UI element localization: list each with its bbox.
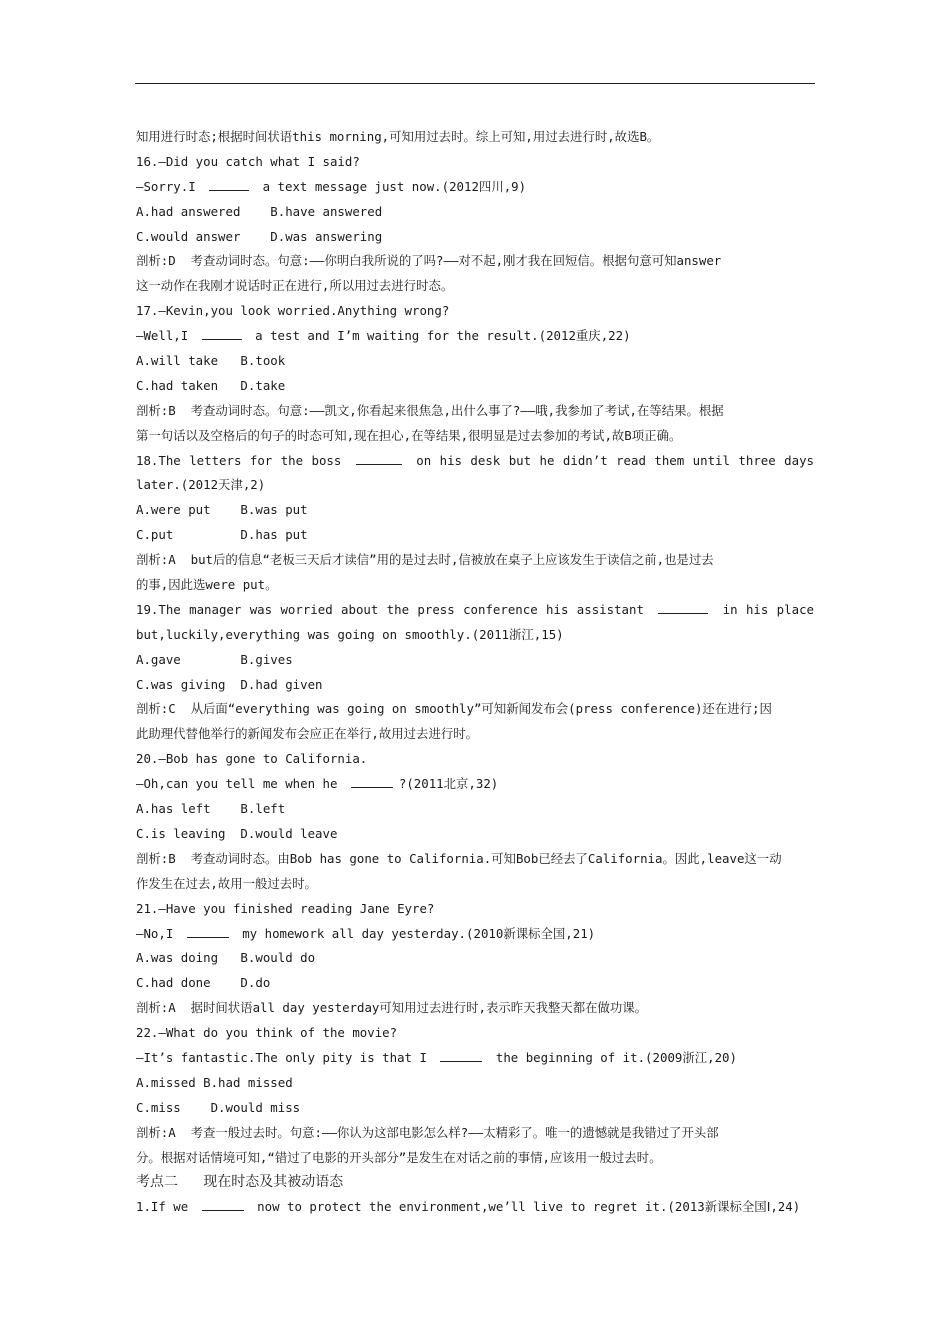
analysis-line: 这一动作在我刚才说话时正在进行,所以用过去进行时态。 [136,278,454,294]
options-line: A.will take B.took [136,353,286,369]
options-line: C.is leaving D.would leave [136,825,338,841]
text-line: —No,I my homework all day yesterday.(2010新课标全国,21) [136,925,596,941]
answer-blank [440,1048,482,1062]
options-line: A.were put B.was put [136,502,308,518]
question-21: 21.—Have you finished reading Jane Eyre? [136,900,435,916]
text-line: —Oh,can you tell me when he ?(2011北京,32) [136,776,499,792]
options-line: A.was doing B.would do [136,950,316,966]
options-line: C.had done D.do [136,975,271,991]
question-20: 20.—Bob has gone to California. [136,751,368,767]
answer-blank [187,924,229,938]
text-line: later.(2012天津,2) [136,477,266,493]
answer-blank [202,326,242,340]
options-line: A.has left B.left [136,801,286,817]
options-line: C.was giving D.had given [136,676,323,692]
question-19: 19.The manager was worried about the press conference his assistant in his place [136,601,814,617]
header-rule [135,83,815,84]
options-line: A.missed B.had missed [136,1074,293,1090]
question-1: 1.If we now to protect the environment,we’ll live to regret it.(2013新课标全国Ⅰ,24) [136,1199,801,1215]
options-line: C.would answer D.was answering [136,228,383,244]
text-line: —Sorry.I a text message just now.(2012四川,9) [136,178,527,194]
answer-blank [209,177,249,191]
options-line: A.gave B.gives [136,651,293,667]
analysis-line: 剖析:A but后的信息“老板三天后才读信”用的是过去时,信被放在桌子上应该发生于读信之前,也是过去 [136,552,714,568]
analysis-line: 作发生在过去,故用一般过去时。 [136,875,317,891]
question-22: 22.—What do you think of the movie? [136,1025,398,1041]
question-18: 18.The letters for the boss on his desk but he didn’t read them until three days [136,452,814,468]
analysis-line: 第一句话以及空格后的句子的时态可知,现在担心,在等结果,很明显是过去参加的考试,故B项正确。 [136,427,682,443]
text-line: —Well,I a test and I’m waiting for the result.(2012重庆,22) [136,328,631,344]
question-17: 17.—Kevin,you look worried.Anything wrong? [136,303,450,319]
options-line: A.had answered B.have answered [136,203,383,219]
document-body [136,125,814,1220]
options-line: C.miss D.would miss [136,1099,301,1115]
analysis-line: 剖析:D 考查动词时态。句意:——你明白我所说的了吗?——对不起,刚才我在回短信。根据句意可知answer [136,253,722,269]
analysis-line: 的事,因此选were put。 [136,577,278,593]
answer-blank [658,600,708,614]
text-line: but,luckily,everything was going on smoothly.(2011浙江,15) [136,626,564,642]
question-16: 16.—Did you catch what I said? [136,153,360,169]
analysis-line: 剖析:B 考查动词时态。由Bob has gone to California.可知Bob已经去了California。因此,leave这一动 [136,850,782,866]
analysis-line: 剖析:C 从后面“everything was going on smoothly”可知新闻发布会(press conference)还在进行;因 [136,701,772,717]
answer-blank [351,774,393,788]
answer-blank [202,1197,244,1211]
analysis-line: 剖析:B 考查动词时态。句意:——凯文,你看起来很焦急,出什么事了?——哦,我参加了考试,在等结果。根据 [136,402,724,418]
analysis-line: 剖析:A 据时间状语all day yesterday可知用过去进行时,表示昨天我整天都在做功课。 [136,1000,648,1016]
answer-blank [356,451,402,465]
analysis-line: 剖析:A 考查一般过去时。句意:——你认为这部电影怎么样?——太精彩了。唯一的遗憾就是我错过了开头部 [136,1124,719,1140]
section-heading: 考点二 现在时态及其被动语态 [136,1174,344,1191]
options-line: C.put D.has put [136,527,308,543]
analysis-line: 此助理代替他举行的新闻发布会应正在举行,故用过去进行时。 [136,726,479,742]
text-line: —It’s fantastic.The only pity is that I the beginning of it.(2009浙江,20) [136,1049,737,1065]
options-line: C.had taken D.take [136,377,286,393]
text-line: 知用进行时态;根据时间状语this morning,可知用过去时。综上可知,用过去进行时,故选B。 [136,129,660,144]
analysis-line: 分。根据对话情境可知,“错过了电影的开头部分”是发生在对话之前的事情,应该用一般过去时。 [136,1149,662,1165]
